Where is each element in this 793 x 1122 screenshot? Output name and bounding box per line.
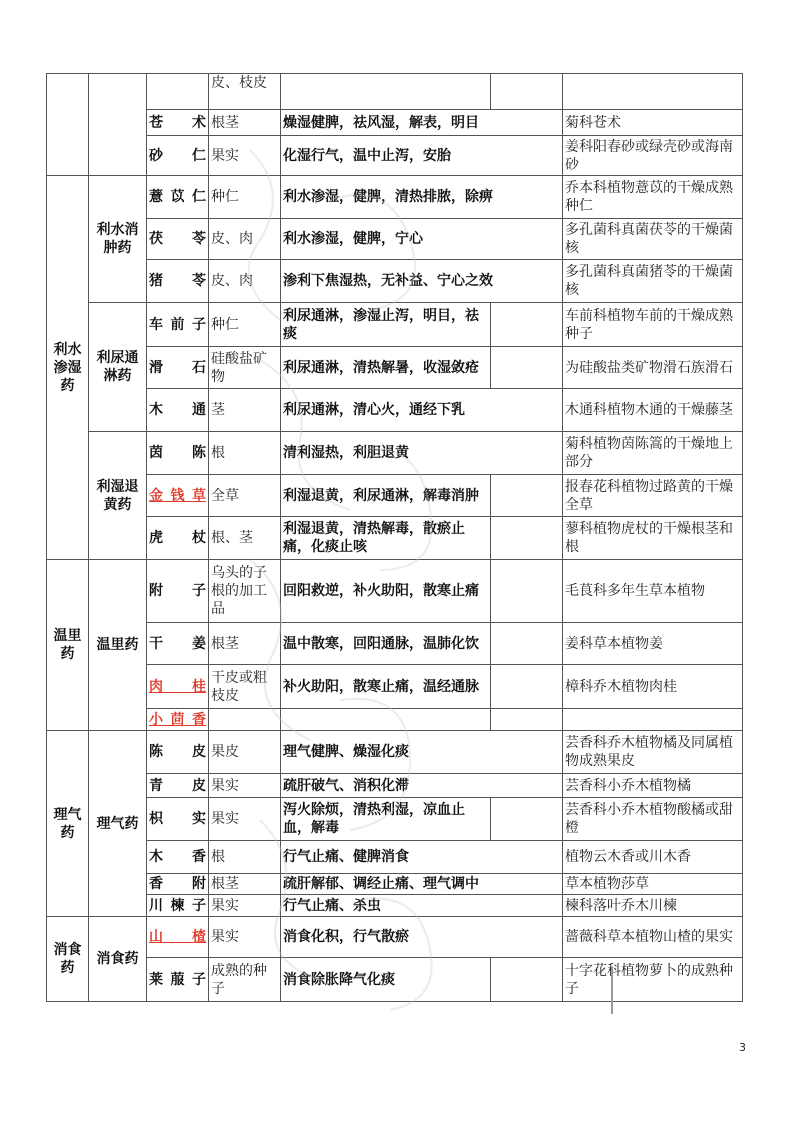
herb-effect: 清利湿热，利胆退黄 [281,432,563,475]
blank-cell [491,958,563,1002]
herb-part: 皮、肉 [209,260,281,303]
herb-part: 根茎 [209,874,281,895]
herb-part: 干皮或粗枝皮 [209,665,281,709]
herb-part: 成熟的种子 [209,958,281,1002]
table-row [47,303,743,347]
blank-cell [491,347,563,389]
herb-effect: 利尿通淋，清热解暑，收湿敛疮 [281,347,491,389]
herb-part: 种仁 [209,176,281,219]
herb-name: 莱菔子 [147,958,209,1002]
herb-part: 果实 [209,917,281,958]
table-row [47,74,743,110]
subcategory-cell: 消食药 [89,917,147,1002]
table-row [47,917,743,958]
herb-effect: 利尿通淋，渗湿止泻，明目，祛痰 [281,303,491,347]
table-row [47,895,743,917]
herb-source-empty [563,74,743,110]
herb-part: 根茎 [209,110,281,136]
herb-effect: 渗利下焦湿热，无补益、宁心之效 [281,260,563,303]
herb-source: 车前科植物车前的干燥成熟种子 [563,303,743,347]
herb-effect: 利水渗湿，健脾，宁心 [281,219,563,260]
herb-part: 皮、枝皮 [209,74,281,110]
table-row [47,774,743,798]
subcategory-cell: 理气药 [89,731,147,917]
herb-name: 干 姜 [147,623,209,665]
blank-cell [491,709,563,731]
herb-effect: 消食除胀降气化痰 [281,958,491,1002]
herb-name-cell-empty [147,74,209,110]
herb-name: 薏苡仁 [147,176,209,219]
herb-name: 茵 陈 [147,432,209,475]
herb-source: 楝科落叶乔木川楝 [563,895,743,917]
herb-part: 果实 [209,774,281,798]
herb-effect: 疏肝解郁、调经止痛、理气调中 [281,874,563,895]
herb-effect: 补火助阳，散寒止痛，温经通脉 [281,665,491,709]
herb-effect: 行气止痛、杀虫 [281,895,563,917]
subcategory-cell: 利尿通淋药 [89,303,147,432]
herb-name: 砂 仁 [147,136,209,176]
herb-name: 枳 实 [147,798,209,841]
blank-cell [491,665,563,709]
herb-part [209,709,281,731]
herb-name: 茯 苓 [147,219,209,260]
herb-effect: 利尿通淋，清心火，通经下乳 [281,389,563,432]
blank-cell [491,798,563,841]
herb-effect: 温中散寒，回阳通脉，温肺化饮 [281,623,491,665]
herb-source: 姜科阳春砂或绿壳砂或海南砂 [563,136,743,176]
herb-part: 果实 [209,895,281,917]
table-row [47,136,743,176]
table-row [47,560,743,623]
herb-source: 毛茛科多年生草本植物 [563,560,743,623]
herb-source: 樟科乔木植物肉桂 [563,665,743,709]
herb-part: 根 [209,841,281,874]
herb-source: 多孔菌科真菌猪苓的干燥菌核 [563,260,743,303]
blank-cell [491,560,563,623]
herb-name-highlighted: 小茴香 [147,709,209,731]
herb-source: 报春花科植物过路黄的干燥全草 [563,475,743,517]
table-row [47,432,743,475]
table-row [47,260,743,303]
category-cell: 理气药 [47,731,89,917]
herb-name: 木 通 [147,389,209,432]
blank-cell [491,74,563,110]
herb-name: 苍 术 [147,110,209,136]
table-row [47,517,743,560]
herb-part: 果实 [209,136,281,176]
herb-part: 果皮 [209,731,281,774]
category-cell: 利水渗湿药 [47,176,89,560]
herb-source [563,709,743,731]
table-row [47,475,743,517]
table-row [47,623,743,665]
herb-effect: 消食化积，行气散瘀 [281,917,563,958]
herb-name: 虎 杖 [147,517,209,560]
herb-effect: 疏肝破气、消积化滞 [281,774,563,798]
herb-effect: 理气健脾、燥湿化痰 [281,731,563,774]
herb-effect [281,709,491,731]
subcategory-cell-empty [89,74,147,176]
subcategory-cell: 利水消肿药 [89,176,147,303]
herb-name: 青 皮 [147,774,209,798]
category-cell: 消食药 [47,917,89,1002]
herb-effect: 化湿行气，温中止泻，安胎 [281,136,563,176]
herb-source: 为硅酸盐类矿物滑石族滑石 [563,347,743,389]
herb-name-highlighted: 金钱草 [147,475,209,517]
herb-effect: 利水渗湿，健脾，清热排脓，除痹 [281,176,563,219]
herb-name: 香 附 [147,874,209,895]
herb-table [46,73,743,1002]
herb-source: 乔本科植物薏苡的干燥成熟种仁 [563,176,743,219]
herb-part: 乌头的子根的加工品 [209,560,281,623]
table-row [47,731,743,774]
herb-part: 种仁 [209,303,281,347]
herb-part: 果实 [209,798,281,841]
page-number: 3 [739,1041,746,1054]
table-row [47,219,743,260]
herb-part: 根茎 [209,623,281,665]
herb-name: 陈 皮 [147,731,209,774]
blank-cell [491,303,563,347]
herb-source: 草本植物莎草 [563,874,743,895]
herb-source: 蔷薇科草本植物山楂的果实 [563,917,743,958]
table-row [47,709,743,731]
herb-name: 猪 苓 [147,260,209,303]
herb-source: 菊科植物茵陈篙的干燥地上部分 [563,432,743,475]
table-row [47,176,743,219]
herb-source: 蓼科植物虎杖的干燥根茎和根 [563,517,743,560]
herb-source: 十字花科植物萝卜的成熟种子 [563,958,743,1002]
herb-part: 茎 [209,389,281,432]
herb-name-highlighted: 肉 桂 [147,665,209,709]
herb-effect: 利湿退黄，利尿通淋，解毒消肿 [281,475,491,517]
subcategory-cell: 温里药 [89,560,147,731]
herb-source: 芸香科小乔木植物酸橘或甜橙 [563,798,743,841]
blank-cell [491,475,563,517]
herb-part: 根、茎 [209,517,281,560]
herb-source: 芸香科乔木植物橘及同属植物成熟果皮 [563,731,743,774]
table-row [47,874,743,895]
herb-effect: 回阳救逆，补火助阳，散寒止痛 [281,560,491,623]
table-row [47,841,743,874]
category-cell: 温里药 [47,560,89,731]
category-cell-empty [47,74,89,176]
blank-cell [491,517,563,560]
herb-name: 滑 石 [147,347,209,389]
herb-source: 姜科草本植物姜 [563,623,743,665]
herb-part: 硅酸盐矿物 [209,347,281,389]
herb-effect-empty [281,74,491,110]
table-row [47,798,743,841]
table-row [47,958,743,1002]
table-row [47,347,743,389]
herb-source: 菊科苍术 [563,110,743,136]
herb-name: 车前子 [147,303,209,347]
herb-part: 全草 [209,475,281,517]
herb-effect: 泻火除烦，清热利湿，凉血止血，解毒 [281,798,491,841]
herb-name-highlighted: 山 楂 [147,917,209,958]
blank-cell [491,623,563,665]
herb-source: 木通科植物木通的干燥藤茎 [563,389,743,432]
herb-part: 根 [209,432,281,475]
herb-source: 植物云木香或川木香 [563,841,743,874]
table-row [47,110,743,136]
herb-source: 芸香科小乔木植物橘 [563,774,743,798]
table-row [47,389,743,432]
herb-effect: 利湿退黄，清热解毒，散瘀止痛，化痰止咳 [281,517,491,560]
herb-effect: 行气止痛、健脾消食 [281,841,563,874]
table-row [47,665,743,709]
herb-part: 皮、肉 [209,219,281,260]
herb-name: 川楝子 [147,895,209,917]
herb-effect: 燥湿健脾，祛风湿，解表，明目 [281,110,563,136]
herb-source: 多孔菌科真菌茯苓的干燥菌核 [563,219,743,260]
herb-name: 附 子 [147,560,209,623]
subcategory-cell: 利湿退黄药 [89,432,147,560]
herb-name: 木 香 [147,841,209,874]
